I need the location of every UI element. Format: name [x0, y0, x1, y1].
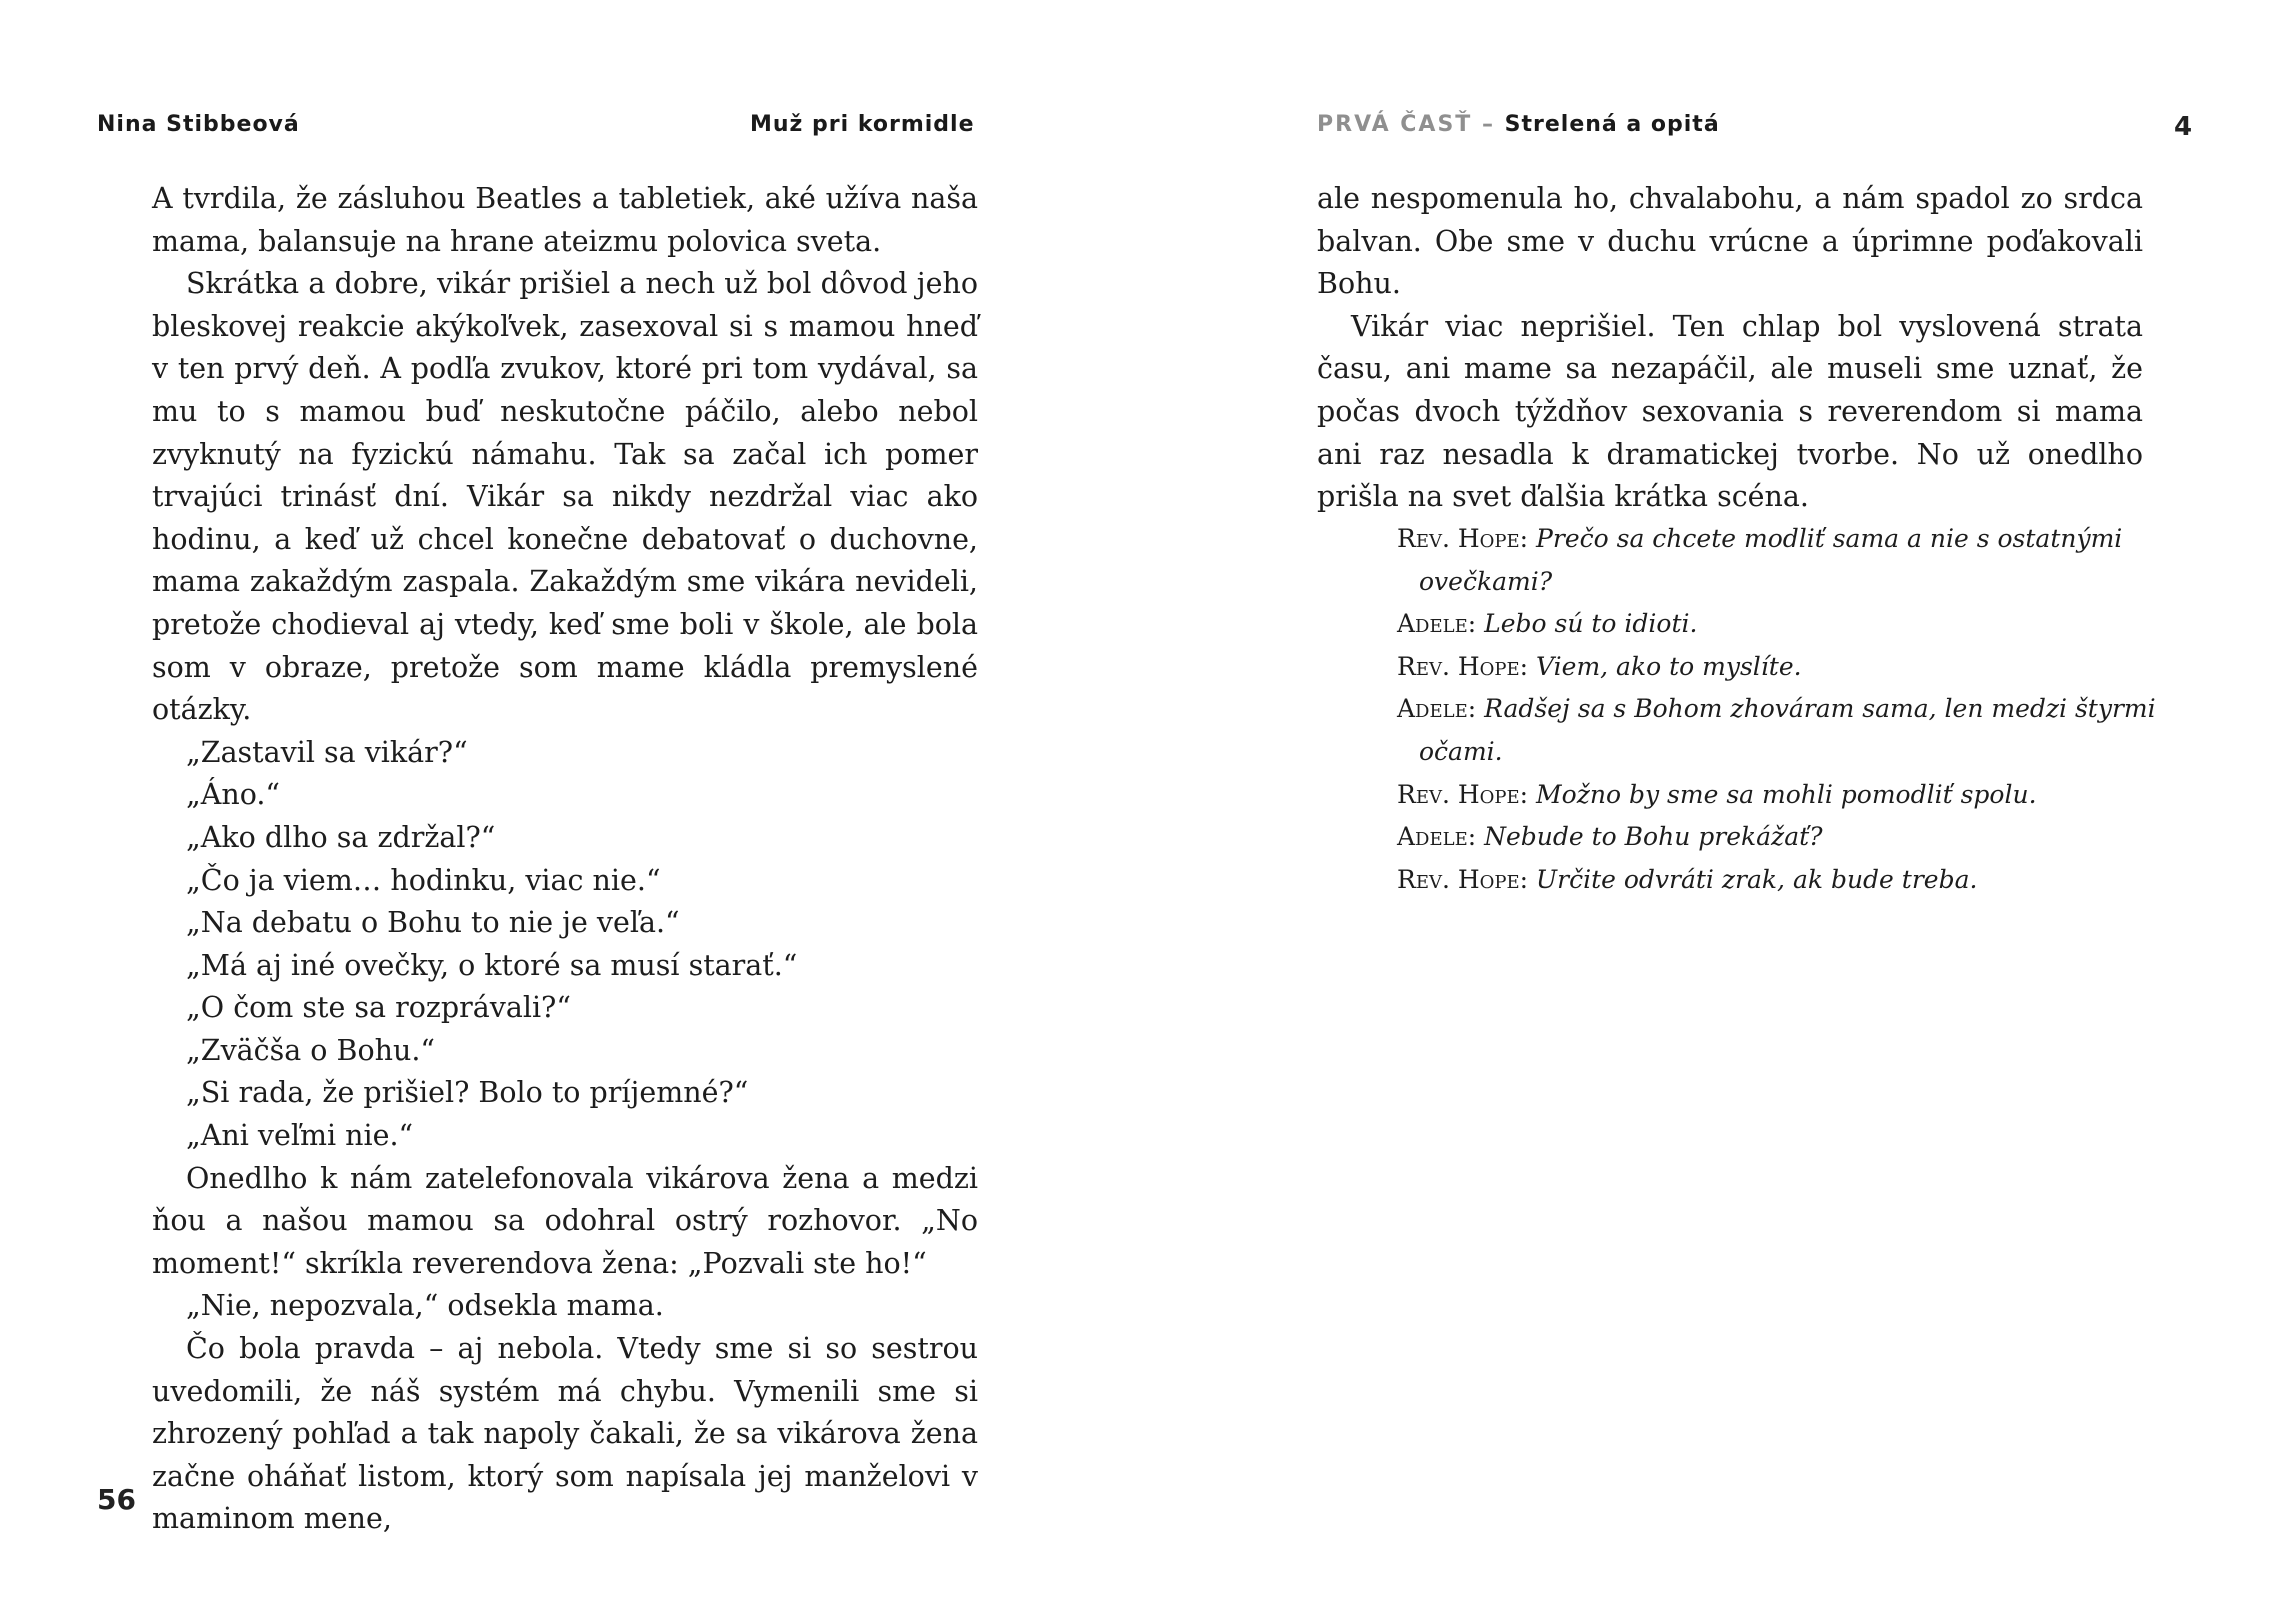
- scene-line: [1397, 603, 2157, 646]
- scene-line: [1397, 688, 2157, 773]
- paragraph: Onedlho k nám zatelefonovala vikárova žena a medzi ňou a našou mamou sa odohral ostrý rozhovor. „No moment!“ skríkla reverendova žena: „Pozvali ste ho!“: [152, 1161, 978, 1280]
- right-page: [1142, 0, 2284, 1615]
- paragraph: Čo bola pravda – aj nebola. Vtedy sme si so sestrou uvedomili, že náš systém má chybu. Vymenili sme si zhrozený pohľad a tak napoly čakali, že sa vikárova žena začne oháňať listom, ktorý som napísala jej manželovi v maminom mene,: [152, 1332, 978, 1536]
- running-separator: –: [1472, 112, 1505, 137]
- paragraph: ale nespomenula ho, chvalabohu, a nám spadol zo srdca balvan. Obe sme v duchu vrúcne a úprimne poďakovali Bohu.: [1317, 182, 2143, 301]
- scene-line: [1397, 859, 2157, 902]
- dialogue-line: „Zväčša o Bohu.“: [186, 1033, 435, 1067]
- dialogue-line: „Si rada, že prišiel? Bolo to príjemné?“: [186, 1076, 749, 1110]
- dialogue-line: „Ani veľmi nie.“: [186, 1119, 414, 1153]
- paragraph: A tvrdila, že zásluhou Beatles a tabletiek, aké užíva naša mama, balansuje na hrane ateizmu polovica sveta.: [152, 182, 978, 258]
- dialogue-line: „Na debatu o Bohu to nie je veľa.“: [186, 906, 680, 940]
- speech-text: Radšej sa s Bohom zhováram sama, len medzi štyrmi očami.: [1419, 694, 2156, 766]
- paragraph: Skrátka a dobre, vikár prišiel a nech už bol dôvod jeho bleskovej reakcie akýkoľvek, zasexoval si s mamou hneď v ten prvý deň. A podľa zvukov, ktoré pri tom vydával, sa mu to s mamou buď neskutočne páčilo, alebo nebol zvyknutý na fyzickú námahu. Tak sa začal ich pomer trvajúci trinásť dní. Vikár sa nikdy nezdržal viac ako hodinu, a keď už chcel konečne debatovať o duchovne, mama zakaždým zaspala. Zakaždým sme vikára nevideli, pretože chodieval aj vtedy, keď sme boli v škole, ale bola som v obraze, pretože som mame kládla premyslené otázky.: [152, 267, 978, 727]
- speaker-name: Rev. Hope:: [1397, 524, 1529, 553]
- play-scene: [1397, 518, 2157, 901]
- dialogue-line: „O čom ste sa rozprávali?“: [186, 991, 571, 1025]
- scene-line: [1397, 774, 2157, 817]
- scene-line: [1397, 518, 2157, 603]
- part-name: PRVÁ ČASŤ: [1317, 112, 1473, 137]
- speaker-name: Rev. Hope:: [1397, 651, 1529, 681]
- left-body-text: [152, 178, 978, 1541]
- speaker-name: Rev. Hope:: [1397, 864, 1529, 894]
- dialogue-line: „Čo ja viem… hodinku, viac nie.“: [186, 863, 661, 897]
- speaker-name: Rev. Hope:: [1397, 779, 1529, 809]
- dialogue-line: „Áno.“: [186, 778, 280, 812]
- dialogue-line: „Nie, nepozvala,“ odsekla mama.: [186, 1289, 664, 1323]
- chapter-name: Strelená a opitá: [1504, 112, 1720, 137]
- speech-text: Nebude to Bohu prekážať?: [1484, 822, 1823, 852]
- right-body-text: [1317, 178, 2143, 519]
- scene-line: [1397, 646, 2157, 689]
- page-number-right: 4: [2174, 112, 2193, 142]
- running-head-author: Nina Stibbeová: [97, 112, 300, 137]
- speech-text: Prečo sa chcete modliť sama a nie s ostatnými ovečkami?: [1419, 524, 2123, 596]
- speaker-name: Adele:: [1397, 694, 1477, 724]
- dialogue-line: „Má aj iné ovečky, o ktoré sa musí starať.“: [186, 948, 798, 982]
- dialogue-line: „Ako dlho sa zdržal?“: [186, 820, 496, 854]
- speech-text: Viem, ako to myslíte.: [1536, 651, 1802, 681]
- running-head-part: [1317, 112, 1720, 137]
- speech-text: Určite odvráti zrak, ak bude treba.: [1536, 864, 1978, 894]
- scene-line: [1397, 816, 2157, 859]
- running-head-title: Muž pri kormidle: [750, 112, 975, 137]
- page-number-left: 56: [97, 1483, 136, 1516]
- speaker-name: Adele:: [1397, 609, 1477, 639]
- speech-text: Lebo sú to idioti.: [1484, 609, 1698, 639]
- speaker-name: Adele:: [1397, 822, 1477, 852]
- paragraph: Vikár viac neprišiel. Ten chlap bol vyslovená strata času, ani mame sa nezapáčil, ale museli sme uznať, že počas dvoch týždňov sexovania s reverendom si mama ani raz nesadla k dramatickej tvorbe. No už onedlho prišla na svet ďalšia krátka scéna.: [1317, 309, 2143, 514]
- dialogue-line: „Zastavil sa vikár?“: [186, 735, 468, 769]
- speech-text: Možno by sme sa mohli pomodliť spolu.: [1536, 779, 2037, 809]
